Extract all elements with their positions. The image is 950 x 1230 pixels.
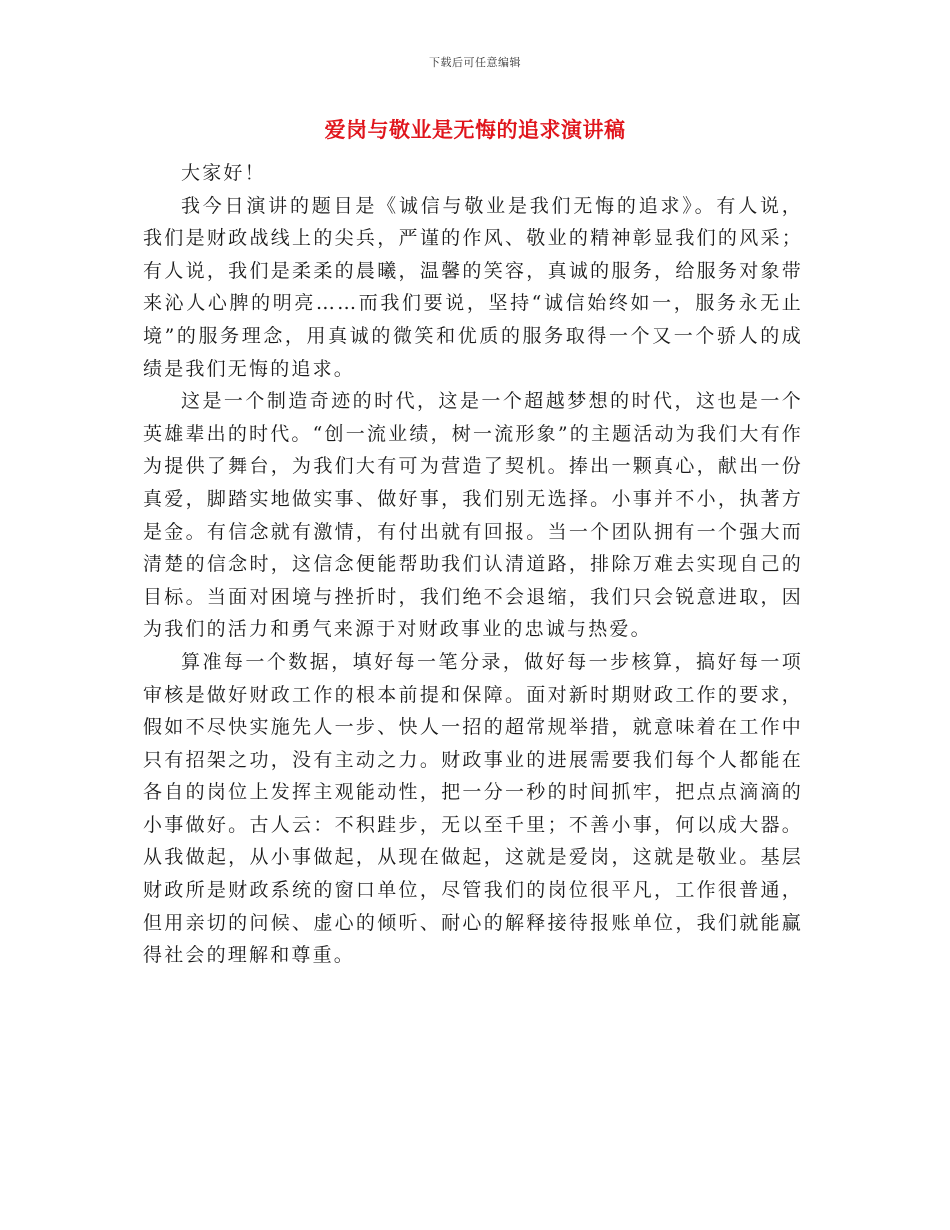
body-paragraph: 这是一个制造奇迹的时代，这是一个超越梦想的时代，这也是一个英雄辈出的时代。“创一流业绩，树一流形象”的主题活动为我们大有作为提供了舞台，为我们大有可为营造了契机。捧出一颗真心，献出一份真爱，脚踏实地做实事、做好事，我们别无选择。小事并不小，执著方是金。有信念就有激情，有付出就有回报。当一个团队拥有一个强大而清楚的信念时，这信念便能帮助我们认清道路，排除万难去实现自己的目标。当面对困境与挫折时，我们绝不会退缩，我们只会锐意进取，因为我们的活力和勇气来源于对财政事业的忠诚与热爱。 [143, 390, 803, 641]
page-header-note: 下载后可任意编辑 [429, 56, 521, 69]
document-title: 爱岗与敬业是无悔的追求演讲稿 [324, 118, 626, 142]
greeting-paragraph: 大家好！ [181, 162, 266, 184]
body-paragraph: 我今日演讲的题目是《诚信与敬业是我们无悔的追求》。有人说，我们是财政战线上的尖兵，严谨的作风、敬业的精神彰显我们的风采；有人说，我们是柔柔的晨曦，温馨的笑容，真诚的服务，给服务对象带来沁人心脾的明亮……而我们要说，坚持“诚信始终如一，服务永无止境”的服务理念，用真诚的微笑和优质的服务取得一个又一个骄人的成绩是我们无悔的追求。 [143, 194, 803, 380]
document-body [143, 157, 803, 972]
body-paragraph: 算准每一个数据，填好每一笔分录，做好每一步核算，搞好每一项审核是做好财政工作的根本前提和保障。面对新时期财政工作的要求，假如不尽快实施先人一步、快人一招的超常规举措，就意味着在工作中只有招架之功，没有主动之力。财政事业的进展需要我们每个人都能在各自的岗位上发挥主观能动性，把一分一秒的时间抓牢，把点点滴滴的小事做好。古人云：不积跬步，无以至千里；不善小事，何以成大器。从我做起，从小事做起，从现在做起，这就是爱岗，这就是敬业。基层财政所是财政系统的窗口单位，尽管我们的岗位很平凡，工作很普通，但用亲切的问候、虚心的倾听、耐心的解释接待报账单位，我们就能赢得社会的理解和尊重。 [143, 650, 803, 967]
